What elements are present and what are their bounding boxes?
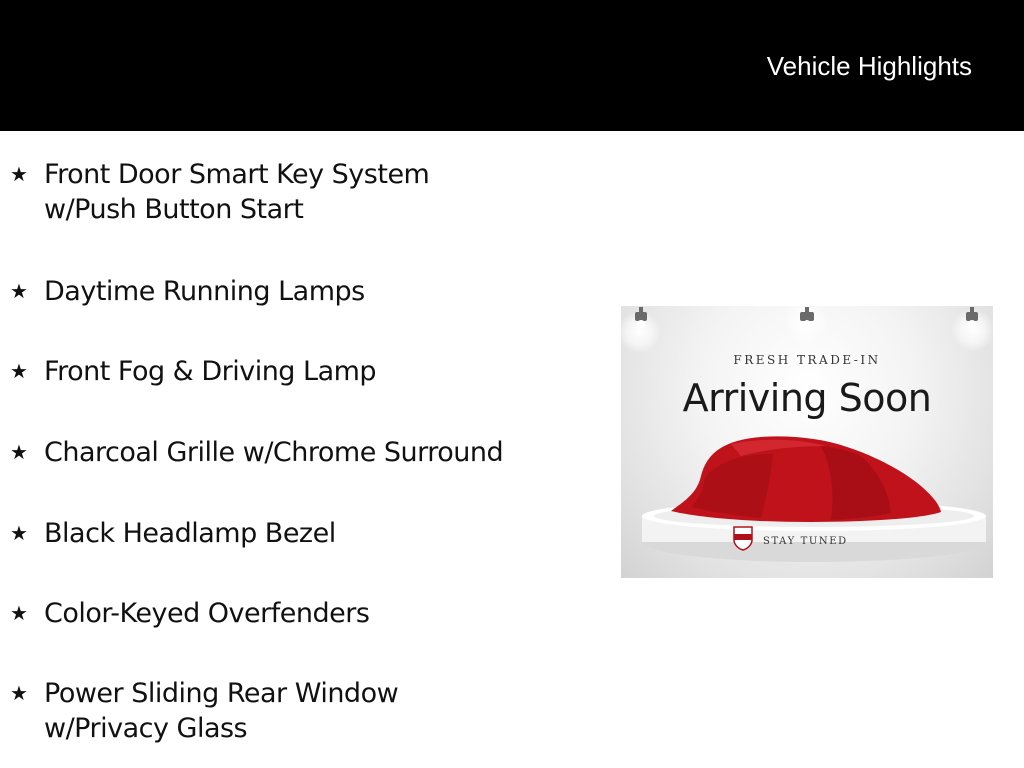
promo-kicker: FRESH TRADE-IN bbox=[733, 353, 881, 367]
stay-tuned-text: STAY TUNED bbox=[763, 536, 848, 547]
star-icon: ★ bbox=[10, 521, 28, 545]
feature-item bbox=[10, 157, 600, 227]
star-icon: ★ bbox=[10, 601, 28, 625]
spotlight-icon bbox=[966, 307, 978, 328]
star-icon: ★ bbox=[10, 359, 28, 383]
arriving-soon-image bbox=[621, 306, 993, 578]
feature-text: Front Fog & Driving Lamp bbox=[44, 356, 377, 387]
feature-item bbox=[10, 435, 600, 470]
dealer-logo-icon bbox=[732, 525, 754, 551]
feature-text: Black Headlamp Bezel bbox=[44, 518, 336, 549]
star-icon: ★ bbox=[10, 440, 28, 464]
star-icon: ★ bbox=[10, 681, 28, 705]
spotlight-icon bbox=[800, 307, 814, 326]
feature-text: Power Sliding Rear Window w/Privacy Glass bbox=[44, 678, 399, 744]
star-icon: ★ bbox=[10, 162, 28, 186]
feature-item bbox=[10, 596, 600, 631]
feature-item bbox=[10, 516, 600, 551]
feature-item bbox=[10, 274, 600, 309]
spotlight-icon bbox=[635, 307, 647, 328]
page-title: Vehicle Highlights bbox=[766, 51, 972, 81]
feature-item bbox=[10, 676, 600, 746]
feature-text: Charcoal Grille w/Chrome Surround bbox=[44, 437, 504, 468]
star-icon: ★ bbox=[10, 279, 28, 303]
feature-text: Front Door Smart Key System w/Push Button Start bbox=[44, 159, 430, 225]
feature-item bbox=[10, 354, 600, 389]
feature-text: Color-Keyed Overfenders bbox=[44, 598, 370, 629]
feature-text: Daytime Running Lamps bbox=[44, 276, 365, 307]
promo-title: Arriving Soon bbox=[682, 376, 932, 420]
